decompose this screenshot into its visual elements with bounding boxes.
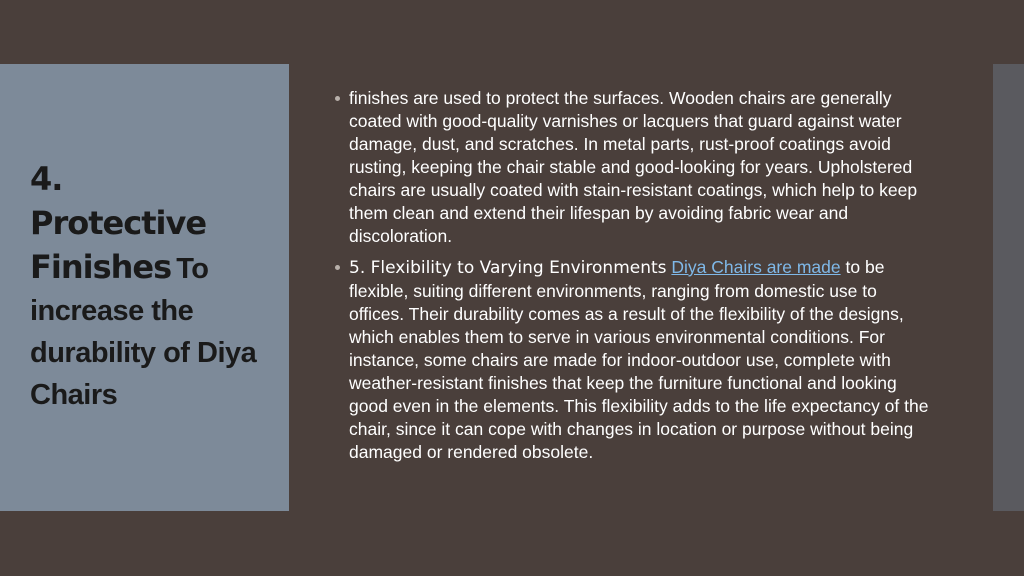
slide-heading <box>30 160 280 418</box>
right-accent-strip <box>993 64 1024 511</box>
heading-subtitle: To increase the durability of Diya Chairs <box>30 253 257 411</box>
heading-number: 4. <box>30 160 63 198</box>
paragraph-2-text: to be flexible, suiting different environments, ranging from domestic use to offices. Their durability comes as a result of the flexibility of the designs, which enables them to serve in various environmental conditions. For instance, some chairs are made for indoor-outdoor use, complete with weather-resistant finishes that keep the furniture functional and looking good even in the elements. This flexibility adds to the life expectancy of the chair, since it can cope with changes in location or purpose without being damaged or rendered obsolete. <box>349 257 929 462</box>
heading-title: Protective Finishes <box>30 204 207 286</box>
paragraph-2-title: 5. Flexibility to Varying Environments <box>349 258 667 278</box>
content-body <box>335 87 935 472</box>
bullet-icon <box>335 265 340 270</box>
paragraph-1-text: finishes are used to protect the surfaces. Wooden chairs are generally coated with good-quality varnishes or lacquers that guard against water damage, dust, and scratches. In metal parts, rust-proof coatings avoid rusting, keeping the chair stable and good-looking for years. Upholstered chairs are usually coated with stain-resistant coatings, which help to keep them clean and extend their lifespan by avoiding fabric wear and discoloration. <box>349 88 918 246</box>
bullet-paragraph-2 <box>335 256 935 464</box>
diya-chairs-link[interactable]: Diya Chairs are made <box>671 257 841 277</box>
bullet-paragraph-1 <box>335 87 935 248</box>
bullet-icon <box>335 96 340 101</box>
